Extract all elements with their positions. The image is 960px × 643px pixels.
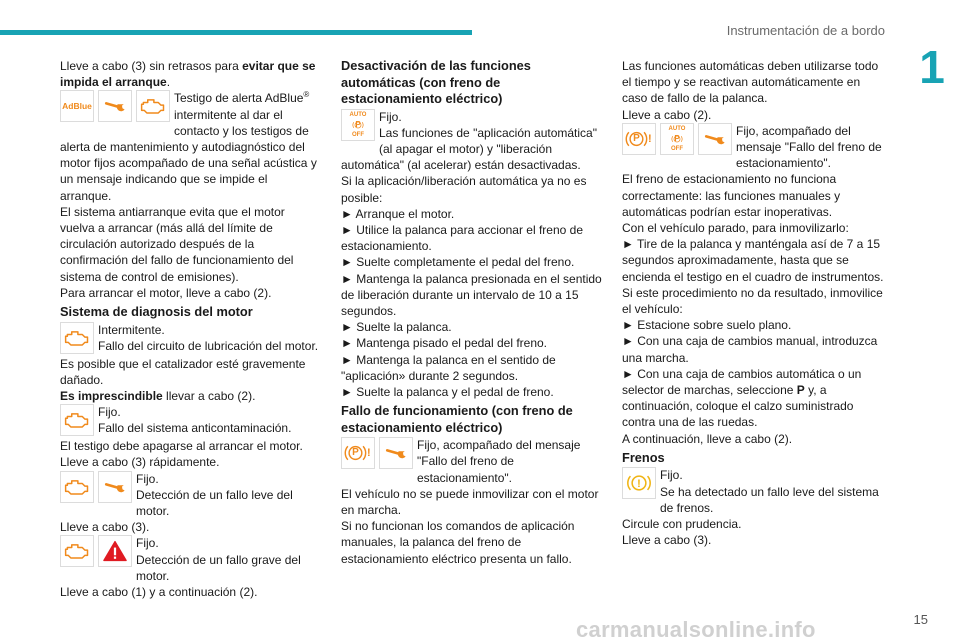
paragraph: Con el vehículo parado, para inmovilizarlo:: [622, 221, 849, 236]
paragraph: Para arrancar el motor, lleve a cabo (2).: [60, 285, 272, 300]
column-2: [341, 58, 603, 567]
wrench-icon: [98, 471, 132, 503]
paragraph: El sistema antiarranque evita que el motor vuelva a arrancar (más allá del límite de circulación autorizado después de la confirmación del fallo de funcionamiento del sistema de control de emisiones).: [60, 204, 294, 284]
red-warning-icon: [98, 535, 132, 567]
paragraph: Si la aplicación/liberación automática ya no es posible:: [341, 174, 587, 205]
section-heading: Fallo de funcionamiento (con freno de estacionamiento eléctrico): [341, 403, 573, 435]
paragraph: Lleve a cabo (3).: [622, 533, 712, 548]
page-header-title: Instrumentación de a bordo: [726, 23, 885, 38]
paragraph: Lleve a cabo (2).: [622, 107, 712, 122]
chapter-number: 1: [919, 41, 945, 93]
wrench-icon: [698, 123, 732, 155]
icon-row: Fijo. Fallo del sistema anticontaminación.: [60, 404, 322, 438]
icon-row: P ! AUTO P OFF Fijo, acompañado del mensaje "Fallo del freno de estacionamiento".: [622, 123, 884, 172]
icon-row: ! Fijo. Se ha detectado un fallo leve del sistema de frenos.: [622, 467, 884, 516]
list-item: ► Estacione sobre suelo plano.: [622, 318, 792, 333]
icon-row: AUTO P OFF Fijo. Las funciones de "aplicación automática" (al apagar el motor) y "liberación automática" (al acelerar) están desactivadas.: [341, 109, 597, 173]
list-item: ► Suelte la palanca y el pedal de freno.: [341, 384, 554, 399]
auto-off-icon: AUTO P OFF: [660, 123, 694, 155]
list-item: ► Con una caja de cambios manual, introduzca una marcha.: [622, 334, 878, 365]
column-3: [622, 58, 884, 548]
section-heading: Desactivación de las funciones automáticas (con freno de estacionamiento eléctrico): [341, 58, 531, 106]
paragraph: Si este procedimiento no da resultado, inmovilice el vehículo:: [622, 285, 883, 317]
icon-row: [60, 90, 322, 203]
page-number: 15: [913, 612, 928, 627]
wrench-icon: [379, 437, 413, 469]
list-item: ► Suelte completamente el pedal del freno.: [341, 255, 575, 270]
paragraph: El freno de estacionamiento no funciona correctamente: las funciones manuales y automáticas podrían estar inoperativas.: [622, 172, 841, 219]
list-item: ► Utilice la palanca para accionar el freno de estacionamiento.: [341, 222, 584, 254]
paragraph: Si no funcionan los comandos de aplicación manuales, la palanca del freno de estacionamiento eléctrico presenta un fallo.: [341, 519, 575, 566]
list-item: ► Arranque el motor.: [341, 206, 455, 221]
icon-row: Fijo. Detección de un fallo grave del motor.: [60, 535, 322, 584]
paragraph: El testigo debe apagarse al arrancar el motor.: [60, 439, 303, 454]
auto-off-icon: AUTO P OFF: [341, 109, 375, 141]
paragraph: Es posible que el catalizador esté gravemente dañado.: [60, 356, 306, 387]
top-accent-bar: [0, 30, 472, 35]
icon-row: Fijo. Detección de un fallo leve del motor.: [60, 471, 322, 520]
adblue-warning-icon: AdBlue: [60, 90, 94, 122]
list-item: ► Mantenga la palanca presionada en el sentido de liberación durante un intervalo de 10 a 15 segundos.: [341, 271, 602, 318]
icon-row: Intermitente. Fallo del circuito de lubricación del motor.: [60, 322, 322, 356]
list-item: ► Mantenga la palanca en el sentido de "aplicación» durante 2 segundos.: [341, 352, 556, 383]
engine-icon: [60, 404, 94, 436]
list-item: ► Mantenga pisado el pedal del freno.: [341, 336, 548, 351]
paragraph: Lleve a cabo (1) y a continuación (2).: [60, 584, 258, 599]
paragraph: El vehículo no se puede inmovilizar con el motor en marcha.: [341, 486, 599, 517]
paragraph: Lleve a cabo (3).: [60, 520, 150, 535]
list-item: ► Suelte la palanca.: [341, 320, 452, 335]
parking-brake-fault-icon: P !: [341, 437, 375, 469]
paragraph: Las funciones automáticas deben utilizarse todo el tiempo y se reactivan automáticamente en caso de fallo de la palanca.: [622, 59, 879, 106]
engine-icon: [136, 90, 170, 122]
engine-icon: [60, 535, 94, 567]
section-heading: Sistema de diagnosis del motor: [60, 304, 253, 320]
brake-warning-icon: !: [622, 467, 656, 499]
engine-icon: [60, 322, 94, 354]
watermark: carmanualsonline.info: [576, 617, 816, 642]
paragraph: Lleve a cabo (3) rápidamente.: [60, 455, 220, 470]
parking-brake-fault-icon: P !: [622, 123, 656, 155]
list-item: ► Tire de la palanca y manténgala así de 7 a 15 segundos aproximadamente, hasta que se encienda el testigo en el cuadro de instrumentos.: [622, 237, 884, 284]
list-item: ► Con una caja de cambios automática o un selector de marchas, seleccione P y, a continuación, coloque el calzo suministrado contra una de las ruedas.: [622, 366, 862, 430]
icon-row: P ! Fijo, acompañado del mensaje "Fallo del freno de estacionamiento".: [341, 437, 603, 486]
paragraph: Lleve a cabo (3) sin retrasos para evitar que se impida el arranque.: [60, 59, 316, 90]
paragraph: A continuación, lleve a cabo (2).: [622, 431, 793, 446]
section-heading: Frenos: [622, 449, 665, 465]
column-1: [60, 58, 322, 600]
wrench-icon: [98, 90, 132, 122]
paragraph: Circule con prudencia.: [622, 516, 742, 531]
paragraph: Es imprescindible llevar a cabo (2).: [60, 388, 256, 403]
paragraph: Testigo de alerta AdBlue® intermitente al dar el contacto y los testigos de alerta de mantenimiento y autodiagnóstico del motor fijos acompañado de una señal acústica y un mensaje indicando que se impide el arranque.: [60, 90, 317, 203]
engine-icon: [60, 471, 94, 503]
